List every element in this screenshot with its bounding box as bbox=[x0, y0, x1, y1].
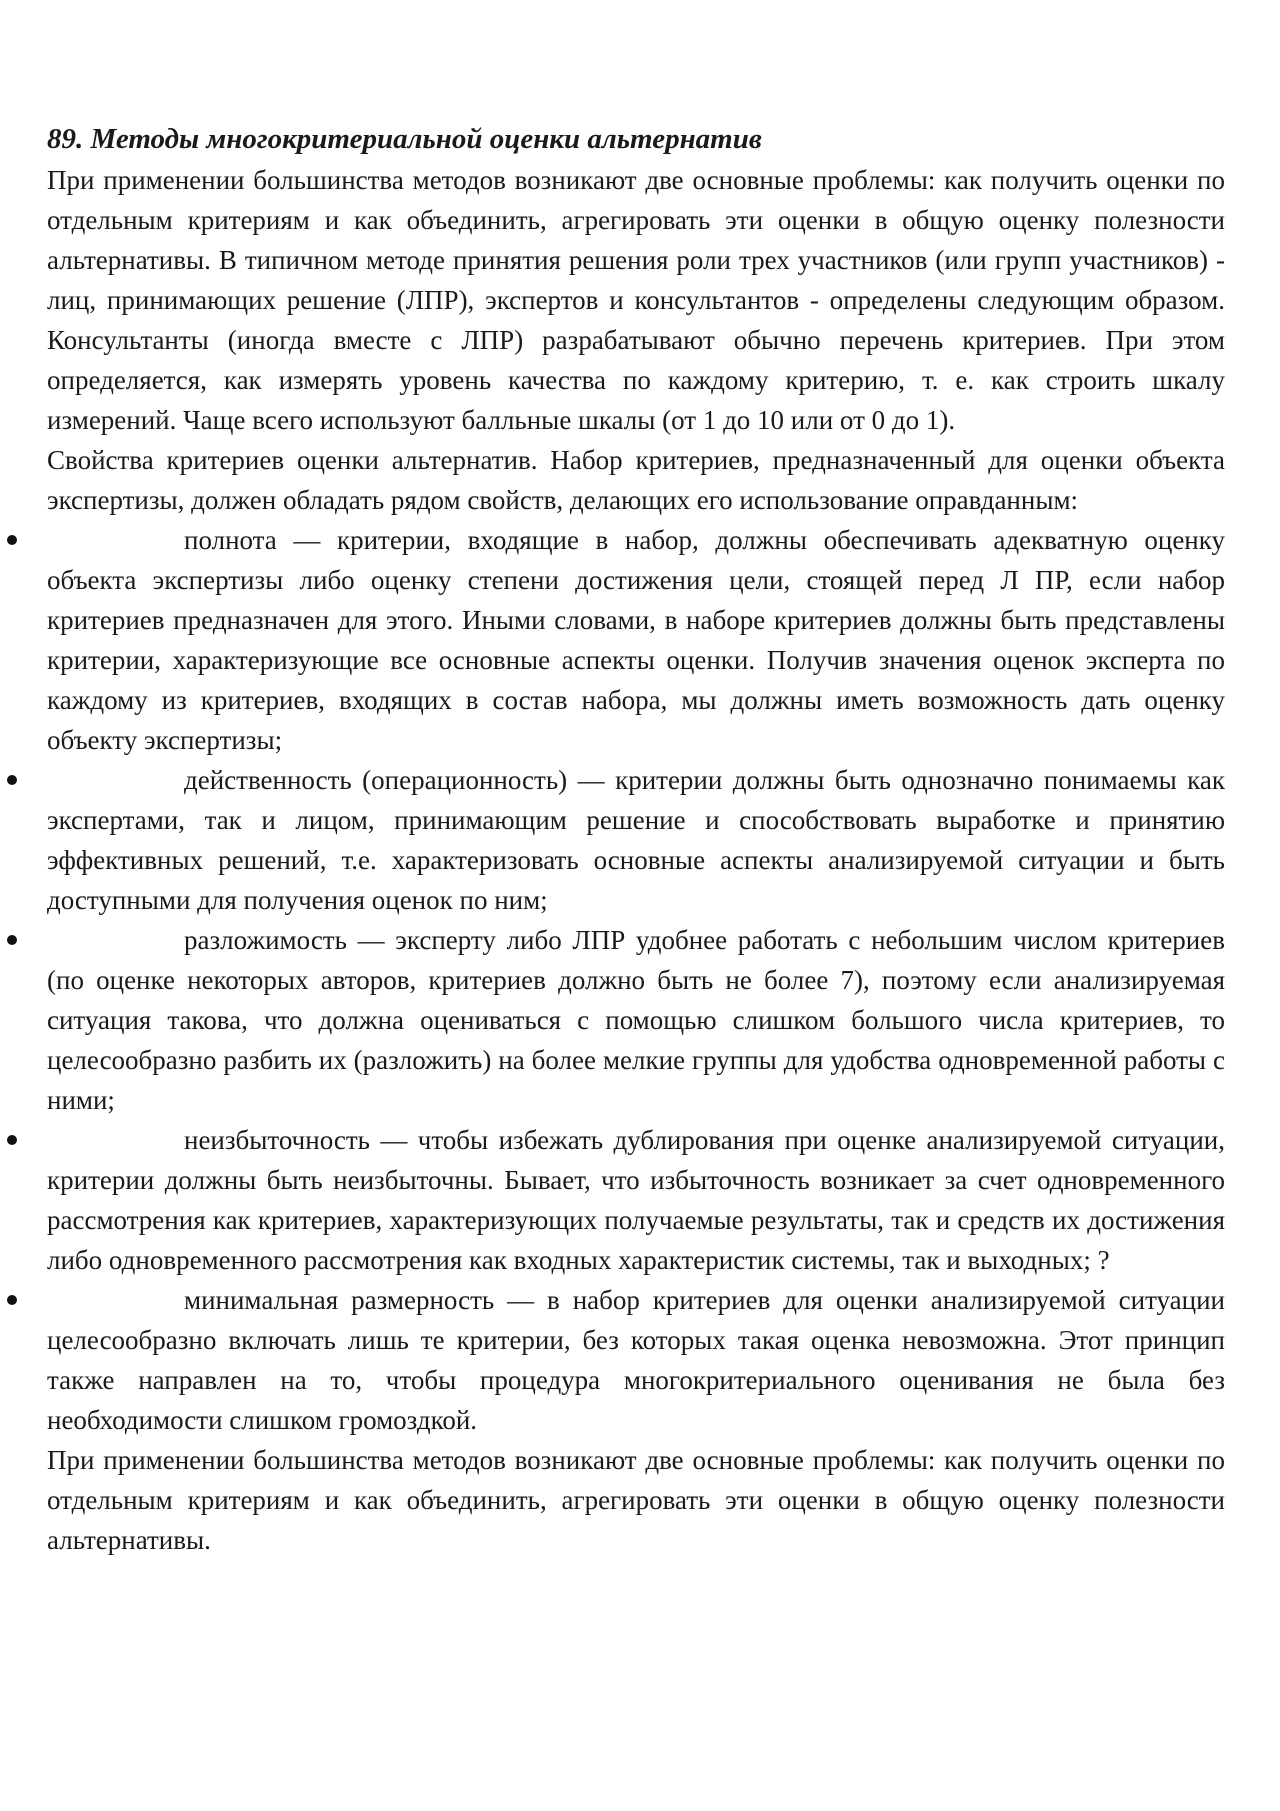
bullet-icon bbox=[7, 935, 17, 945]
closing-paragraph: При применении большинства методов возникают две основные проблемы: как получить оценки по отдельным критериям и как объединить, агрегировать эти оценки в общую оценку полезности альтернативы. bbox=[47, 1445, 1225, 1555]
list-item-text: действенность (операционность) — критерии должны быть однозначно понимаемы как экспертами, так и лицом, принимающим решение и способствовать выработке и принятию эффективных решений, т.е. характеризовать основные аспекты анализируемой ситуации и быть доступными для получения оценок по ним; bbox=[47, 765, 1225, 915]
list-item bbox=[47, 1280, 1225, 1440]
criteria-properties-list bbox=[47, 520, 1225, 1440]
intro-paragraph: При применении большинства методов возникают две основные проблемы: как получить оценки по отдельным критериям и как объединить, агрегировать эти оценки в общую оценку полезности альтернативы. В типичном методе принятия решения роли трех участников (или групп участников) - лиц, принимающих решение (ЛПР), экспертов и консультантов - определены следующим образом. Консультанты (иногда вместе с ЛПР) разрабатывают обычно перечень критериев. При этом определяется, как измерять уровень качества по каждому критерию, т. е. как строить шкалу измерений. Чаще всего используют балльные шкалы (от 1 до 10 или от 0 до 1). bbox=[47, 165, 1225, 435]
list-item bbox=[47, 920, 1225, 1120]
properties-paragraph: Свойства критериев оценки альтернатив. Набор критериев, предназначенный для оценки объекта экспертизы, должен обладать рядом свойств, делающих его использование оправданным: bbox=[47, 445, 1225, 515]
section-title: 89. Методы многокритериальной оценки альтернатив bbox=[47, 123, 762, 155]
bullet-icon bbox=[7, 1295, 17, 1305]
list-item-text: разложимость — эксперту либо ЛПР удобнее работать с небольшим числом критериев (по оценке некоторых авторов, критериев должно быть не более 7), поэтому если анализируемая ситуация такова, что должна оцениваться с помощью слишком большого числа критериев, то целесообразно разбить их (разложить) на более мелкие группы для удобства одновременной работы с ними; bbox=[47, 925, 1225, 1115]
list-item bbox=[47, 520, 1225, 760]
list-item-text: полнота — критерии, входящие в набор, должны обеспечивать адекватную оценку объекта экспертизы либо оценку степени достижения цели, стоящей перед Л ПР, если набор критериев предназначен для этого. Иными словами, в наборе критериев должны быть представлены критерии, характеризующие все основные аспекты оценки. Получив значения оценок эксперта по каждому из критериев, входящих в состав набора, мы должны иметь возможность дать оценку объекту экспертизы; bbox=[47, 525, 1225, 755]
bullet-icon bbox=[7, 775, 17, 785]
bullet-icon bbox=[7, 535, 17, 545]
document-page bbox=[47, 118, 1225, 1560]
list-item bbox=[47, 760, 1225, 920]
list-item-text: минимальная размерность — в набор критериев для оценки анализируемой ситуации целесообразно включать лишь те критерии, без которых такая оценка невозможна. Этот принцип также направлен на то, чтобы процедура многокритериального оценивания не была без необходимости слишком громоздкой. bbox=[47, 1285, 1225, 1435]
bullet-icon bbox=[7, 1135, 17, 1145]
list-item-text: неизбыточность — чтобы избежать дублирования при оценке анализируемой ситуации, критерии должны быть неизбыточны. Бывает, что избыточность возникает за счет одновременного рассмотрения как критериев, характеризующих получаемые результаты, так и средств их достижения либо одновременного рассмотрения как входных характеристик системы, так и выходных; ? bbox=[47, 1125, 1225, 1275]
list-item bbox=[47, 1120, 1225, 1280]
